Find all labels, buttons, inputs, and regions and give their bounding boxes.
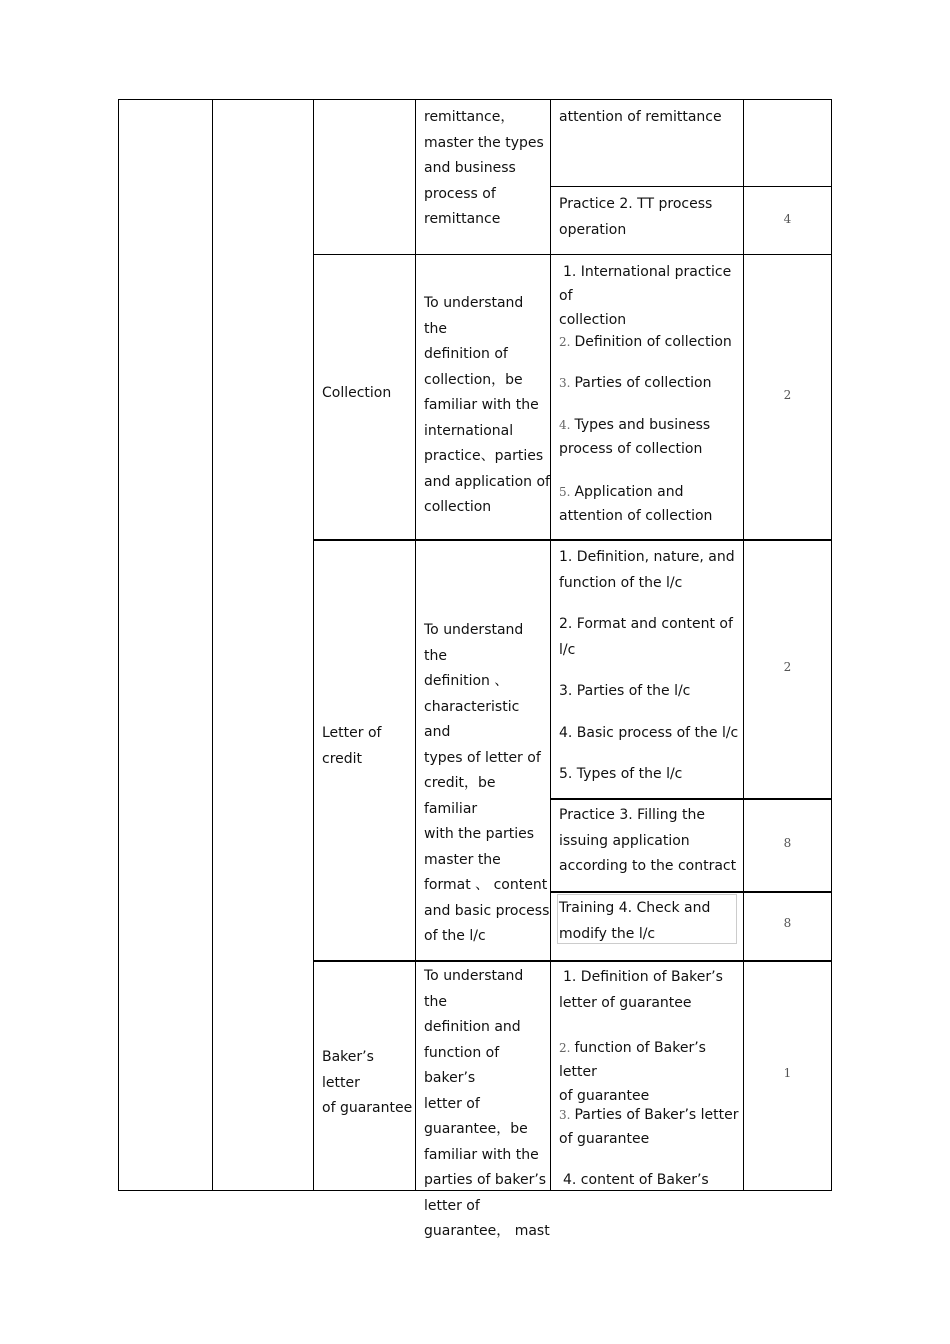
content-cell-practice-2 <box>550 186 744 255</box>
objective-cell-bakers-guarantee <box>415 960 551 1239</box>
item-num: 2. <box>559 335 571 349</box>
item-text: Definition of collection <box>574 334 732 350</box>
list-item: 2. Format and content of l/c <box>559 616 733 658</box>
objective-text: To understand the definition and function of baker’s letter of guarantee，be familiar with the parties of baker’s letter of guarantee， mast <box>424 968 550 1239</box>
module-cell-remittance <box>313 99 416 255</box>
item-num: 5. <box>559 485 571 499</box>
hours-cell-remittance-1 <box>743 99 832 187</box>
objective-cell-collection <box>415 254 551 541</box>
content-cell-remittance-1 <box>550 99 744 187</box>
item-num: 2. <box>559 1041 571 1055</box>
hours-cell-practice-3 <box>743 798 832 893</box>
list-item <box>559 260 743 332</box>
training-text: Training 4. Check and modify the l/c <box>559 900 711 942</box>
hours-value: 1 <box>783 1066 792 1080</box>
module-label: Letter of credit <box>322 725 382 767</box>
module-label: Baker’s letter of guarantee <box>322 1049 413 1116</box>
list-item: 1. Definition, nature, and function of the l/c <box>559 549 735 591</box>
list-item <box>559 1103 739 1151</box>
module-cell-letter-of-credit <box>313 539 416 962</box>
syllabus-table <box>118 99 832 1239</box>
hours-cell-bakers-guarantee <box>743 960 832 1191</box>
item-text: Parties of collection <box>574 375 712 391</box>
item-num: 4. <box>559 418 571 432</box>
item-text: function of Baker’s letter of guarantee <box>559 1040 706 1104</box>
module-cell-bakers-guarantee <box>313 960 416 1191</box>
list-item: 5. Types of the l/c <box>559 766 683 782</box>
hours-cell-practice-2 <box>743 186 832 255</box>
list-item <box>559 965 723 1016</box>
hours-value: 8 <box>783 916 792 930</box>
objective-cell-remittance <box>415 99 551 255</box>
hours-value: 2 <box>783 660 792 674</box>
item-text: 4. content of Baker’s <box>563 1172 709 1188</box>
list-item: 3. Parties of the l/c <box>559 683 691 699</box>
module-cell-collection <box>313 254 416 541</box>
content-cell-training-4 <box>550 891 744 962</box>
list-item <box>559 1036 743 1108</box>
list-item <box>559 480 712 528</box>
practice-text: Practice 2. TT process operation <box>559 196 713 238</box>
item-num: 3. <box>559 376 571 390</box>
objective-cell-letter-of-credit <box>415 539 551 962</box>
content-cell-bakers-guarantee <box>550 960 744 1191</box>
item-num: 3. <box>559 1108 571 1122</box>
list-item <box>559 330 732 354</box>
hours-value: 2 <box>783 388 792 402</box>
list-item: 4. Basic process of the l/c <box>559 725 739 741</box>
item-text: Parties of Baker’s letter of guarantee <box>559 1107 739 1147</box>
hours-value: 8 <box>783 836 792 850</box>
list-item <box>559 1168 709 1192</box>
objective-text: To understand the definition 、 characteristic and types of letter of credit，be familiar with the parties master the format 、 content and basic process of the l/c <box>424 622 550 944</box>
objective-text: To understand the definition of collection，be familiar with the international practice、parties and application of collection <box>424 295 550 515</box>
objective-text: remittance， master the types and business process of remittance <box>424 109 544 227</box>
list-item <box>559 371 711 395</box>
content-cell-letter-of-credit <box>550 539 744 800</box>
hours-cell-letter-of-credit <box>743 539 832 800</box>
item-text: Application and attention of collection <box>559 484 713 524</box>
module-label: Collection <box>322 385 392 401</box>
item-text: 1. International practice of collection <box>559 264 732 328</box>
content-cell-collection <box>550 254 744 541</box>
hours-value: 4 <box>783 212 792 226</box>
empty-column-1 <box>118 99 213 1191</box>
hours-cell-training-4 <box>743 891 832 962</box>
item-text: Types and business process of collection <box>559 417 711 457</box>
content-cell-practice-3 <box>550 798 744 893</box>
hours-cell-collection <box>743 254 832 541</box>
content-text: attention of remittance <box>559 109 722 125</box>
practice-text: Practice 3. Filling the issuing application according to the contract <box>559 807 737 874</box>
list-item <box>559 413 710 461</box>
empty-column-2 <box>212 99 314 1191</box>
item-text: 1. Definition of Baker’s letter of guarantee <box>559 969 723 1011</box>
